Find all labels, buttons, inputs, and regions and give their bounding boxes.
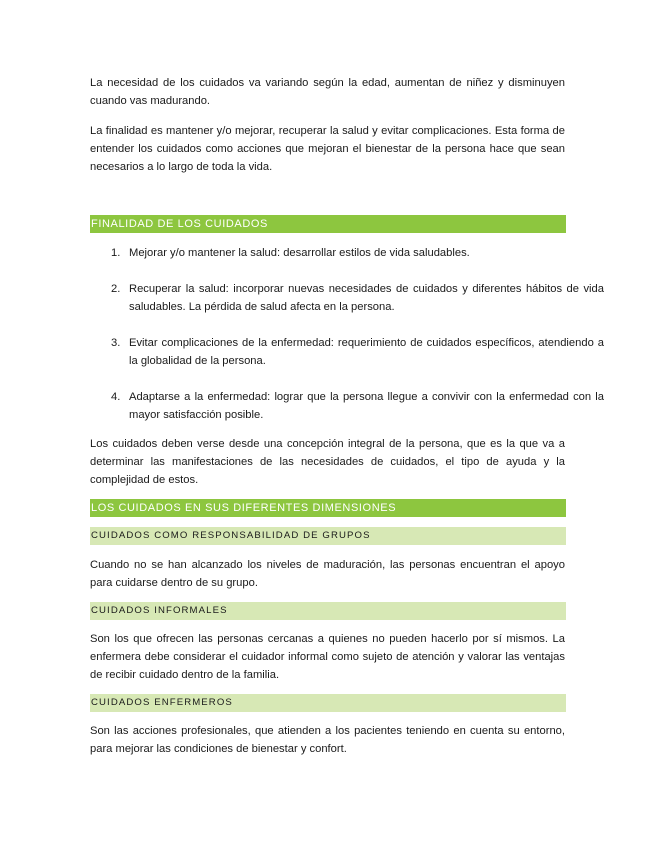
intro-paragraph-2: La finalidad es mantener y/o mejorar, recuperar la salud y evitar complicaciones. Esta forma de entender los cuidados como acciones que mejoran el bienestar de la persona hace que sean necesarios a lo largo de toda la vida. bbox=[90, 125, 565, 174]
finalidad-closing-paragraph: Los cuidados deben verse desde una concepción integral de la persona, que es la que va a determinar las manifestaciones de las necesidades de cuidados, el tipo de ayuda y la complejidad de estos. bbox=[90, 438, 565, 487]
subheading-enfermeros: CUIDADOS ENFERMEROS bbox=[90, 694, 566, 712]
list-item-number: 3. bbox=[111, 337, 121, 349]
subheading-grupos: CUIDADOS COMO RESPONSABILIDAD DE GRUPOS bbox=[90, 527, 566, 545]
list-item-text: Evitar complicaciones de la enfermedad: requerimiento de cuidados específicos, atendiendo a la globalidad de la persona. bbox=[129, 337, 604, 368]
list-item bbox=[90, 280, 604, 316]
list-item bbox=[90, 244, 604, 262]
list-item bbox=[90, 388, 604, 424]
subheading-informales: CUIDADOS INFORMALES bbox=[90, 602, 566, 620]
list-item-text: Mejorar y/o mantener la salud: desarrollar estilos de vida saludables. bbox=[129, 247, 470, 259]
intro-paragraph-1: La necesidad de los cuidados va variando según la edad, aumentan de niñez y disminuyen cuando vas madurando. bbox=[90, 77, 565, 108]
list-item-number: 2. bbox=[111, 283, 121, 295]
informales-paragraph: Son los que ofrecen las personas cercanas a quienes no pueden hacerlo por sí mismos. La enfermera debe considerar el cuidador informal como sujeto de atención y valorar las ventajas de recibir cuidado dentro de la familia. bbox=[90, 633, 565, 682]
list-item-text: Recuperar la salud: incorporar nuevas necesidades de cuidados y diferentes hábitos de vida saludables. La pérdida de salud afecta en la persona. bbox=[129, 283, 604, 314]
list-item bbox=[90, 334, 604, 370]
grupos-paragraph: Cuando no se han alcanzado los niveles de maduración, las personas encuentran el apoyo para cuidarse dentro de su grupo. bbox=[90, 559, 565, 590]
enfermeros-paragraph: Son las acciones profesionales, que atienden a los pacientes teniendo en cuenta su entorno, para mejorar las condiciones de bienestar y confort. bbox=[90, 725, 565, 756]
section-heading-finalidad: FINALIDAD DE LOS CUIDADOS bbox=[90, 215, 566, 233]
list-item-number: 1. bbox=[111, 247, 121, 259]
section-heading-dimensiones: LOS CUIDADOS EN SUS DIFERENTES DIMENSIONES bbox=[90, 499, 566, 517]
list-item-number: 4. bbox=[111, 391, 121, 403]
list-item-text: Adaptarse a la enfermedad: lograr que la persona llegue a convivir con la enfermedad con la mayor satisfacción posible. bbox=[129, 391, 604, 422]
